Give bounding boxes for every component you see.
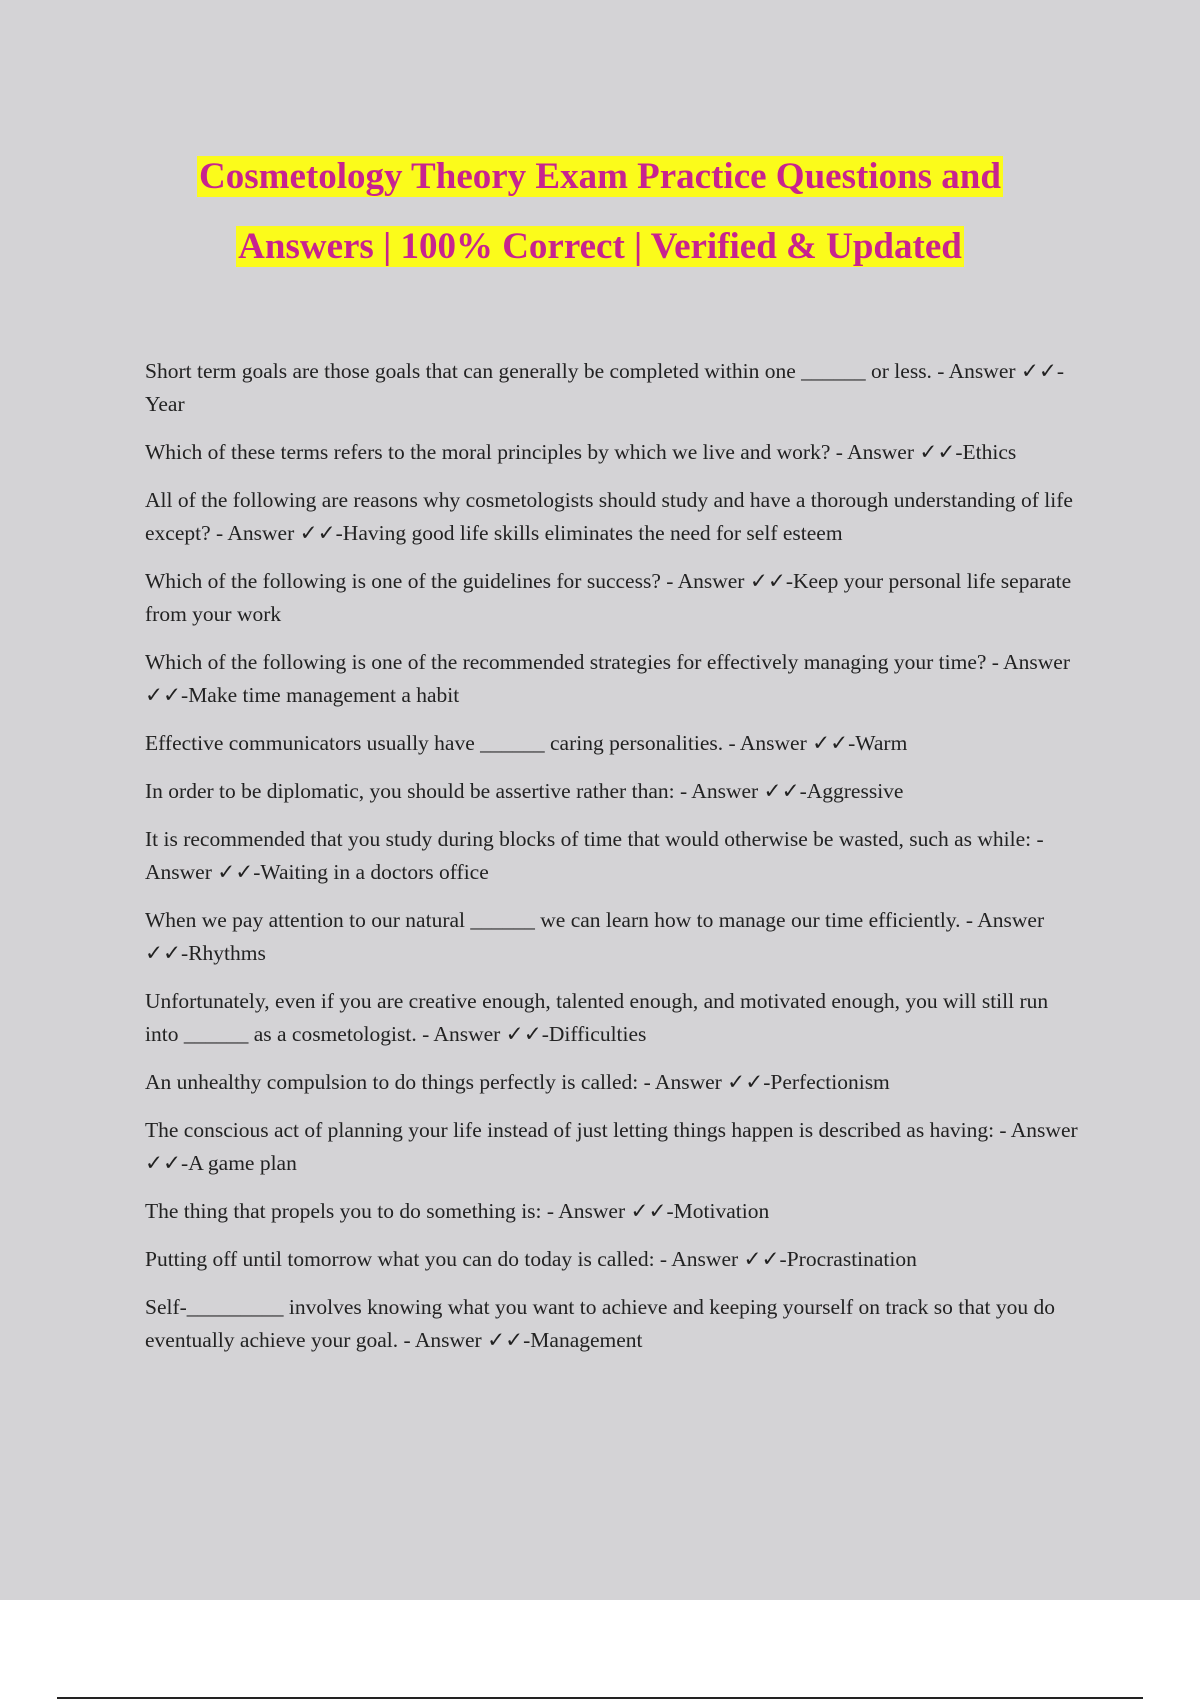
qa-item: Which of the following is one of the recommended strategies for effectively managing your time? - Answer ✓✓-Make time management a habit bbox=[145, 650, 1071, 707]
qa-item: Which of the following is one of the guidelines for success? - Answer ✓✓-Keep your personal life separate from your work bbox=[145, 569, 1072, 626]
qa-item: In order to be diplomatic, you should be assertive rather than: - Answer ✓✓-Aggressive bbox=[145, 779, 904, 803]
qa-item: All of the following are reasons why cosmetologists should study and have a thorough understanding of life except? - Answer ✓✓-Having good life skills eliminates the need for self esteem bbox=[145, 488, 1073, 545]
qa-item: Short term goals are those goals that can generally be completed within one ______ or less. - Answer ✓✓-Year bbox=[145, 359, 1065, 416]
question-answer-list bbox=[145, 355, 1085, 1372]
title-line-2: Answers | 100% Correct | Verified & Updated bbox=[238, 226, 962, 267]
qa-item: Which of these terms refers to the moral principles by which we live and work? - Answer ✓✓-Ethics bbox=[145, 440, 1017, 464]
qa-item: Self-_________ involves knowing what you want to achieve and keeping yourself on track so that you do eventually achieve your goal. - Answer ✓✓-Management bbox=[145, 1295, 1055, 1352]
title-line-1: Cosmetology Theory Exam Practice Questions and bbox=[199, 156, 1001, 197]
qa-item: Effective communicators usually have ______ caring personalities. - Answer ✓✓-Warm bbox=[145, 731, 908, 755]
page-title bbox=[80, 142, 1120, 282]
qa-item: The thing that propels you to do something is: - Answer ✓✓-Motivation bbox=[145, 1199, 770, 1223]
qa-item: Unfortunately, even if you are creative enough, talented enough, and motivated enough, you will still run into ______ as a cosmetologist. - Answer ✓✓-Difficulties bbox=[145, 989, 1049, 1046]
qa-item: When we pay attention to our natural ______ we can learn how to manage our time efficiently. - Answer ✓✓-Rhythms bbox=[145, 908, 1045, 965]
qa-item: Putting off until tomorrow what you can do today is called: - Answer ✓✓-Procrastination bbox=[145, 1247, 917, 1271]
footer-rule bbox=[57, 1697, 1143, 1699]
qa-item: An unhealthy compulsion to do things perfectly is called: - Answer ✓✓-Perfectionism bbox=[145, 1070, 890, 1094]
qa-item: The conscious act of planning your life instead of just letting things happen is described as having: - Answer ✓✓-A game plan bbox=[145, 1118, 1078, 1175]
qa-item: It is recommended that you study during blocks of time that would otherwise be wasted, such as while: - Answer ✓✓-Waiting in a doctors office bbox=[145, 827, 1044, 884]
